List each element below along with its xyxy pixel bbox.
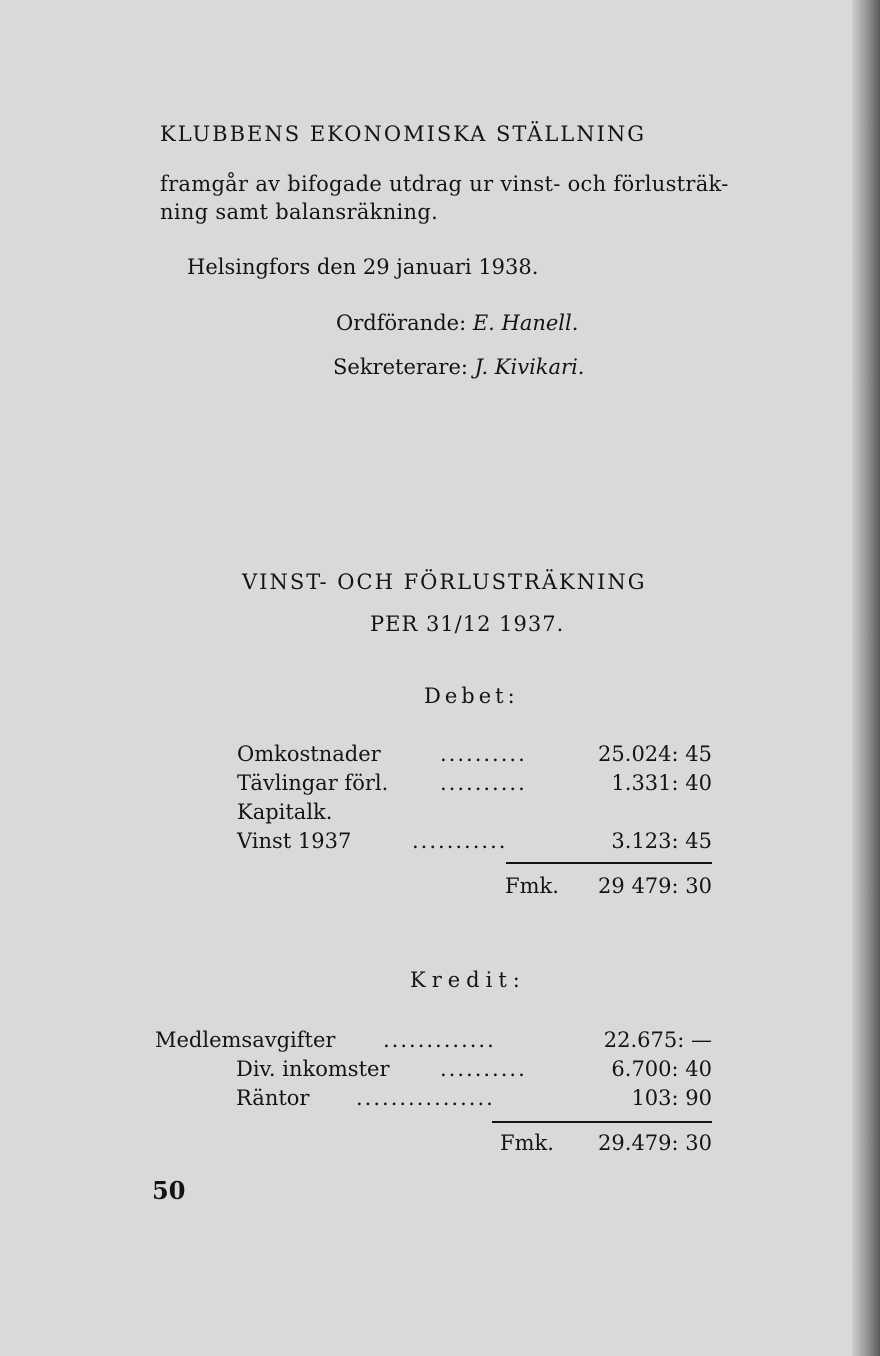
kredit-total-rule — [492, 1121, 712, 1123]
kredit-item-amount: 22.675: — — [603, 1028, 712, 1052]
leader-dots: ................ — [356, 1086, 495, 1110]
debet-item-amount: 3.123: 45 — [611, 829, 712, 853]
kredit-item-amount: 6.700: 40 — [611, 1057, 712, 1081]
debet-item-name: Tävlingar förl. — [237, 771, 389, 795]
chairman-signature — [336, 311, 578, 335]
secretary-label: Sekreterare: — [333, 355, 468, 379]
paragraph-line-1: framgår av bifogade utdrag ur vinst- och förlusträk- — [160, 172, 729, 196]
statement-period: PER 31/12 1937. — [370, 612, 565, 636]
debet-item-name: Kapitalk. — [237, 800, 333, 824]
debet-label: Debet: — [424, 684, 519, 708]
statement-title: VINST- OCH FÖRLUSTRÄKNING — [242, 570, 647, 594]
kredit-item-name: Medlemsavgifter — [155, 1028, 336, 1052]
kredit-row — [0, 1057, 880, 1083]
kredit-total-label: Fmk. — [500, 1131, 554, 1155]
kredit-row — [0, 1028, 880, 1054]
debet-row — [0, 829, 880, 855]
secretary-name: J. Kivikari. — [474, 355, 585, 379]
kredit-item-name: Räntor — [236, 1086, 310, 1110]
debet-item-amount: 25.024: 45 — [598, 742, 712, 766]
chairman-name: E. Hanell. — [472, 311, 579, 335]
debet-item-amount: 1.331: 40 — [611, 771, 712, 795]
dateline: Helsingfors den 29 januari 1938. — [187, 255, 539, 279]
debet-row — [0, 742, 880, 768]
kredit-item-amount: 103: 90 — [631, 1086, 712, 1110]
leader-dots: .......... — [440, 771, 527, 795]
page-number: 50 — [152, 1176, 186, 1205]
kredit-item-name: Div. inkomster — [236, 1057, 390, 1081]
kredit-total-row — [0, 1131, 880, 1157]
kredit-row — [0, 1086, 880, 1112]
section-heading: KLUBBENS EKONOMISKA STÄLLNING — [160, 122, 647, 146]
chairman-label: Ordförande: — [336, 311, 467, 335]
debet-item-name: Vinst 1937 — [237, 829, 352, 853]
debet-total-row — [0, 874, 880, 900]
kredit-total-amount: 29.479: 30 — [598, 1131, 712, 1155]
leader-dots: .......... — [440, 1057, 527, 1081]
leader-dots: .......... — [440, 742, 527, 766]
debet-row — [0, 800, 880, 826]
debet-total-amount: 29 479: 30 — [598, 874, 712, 898]
secretary-signature — [333, 355, 584, 379]
paragraph-line-2: ning samt balansräkning. — [160, 200, 439, 224]
leader-dots: ............. — [383, 1028, 496, 1052]
debet-item-name: Omkostnader — [237, 742, 381, 766]
debet-row — [0, 771, 880, 797]
kredit-label: Kredit: — [410, 968, 526, 992]
leader-dots: ........... — [412, 829, 508, 853]
debet-total-rule — [506, 862, 712, 864]
debet-total-label: Fmk. — [505, 874, 559, 898]
